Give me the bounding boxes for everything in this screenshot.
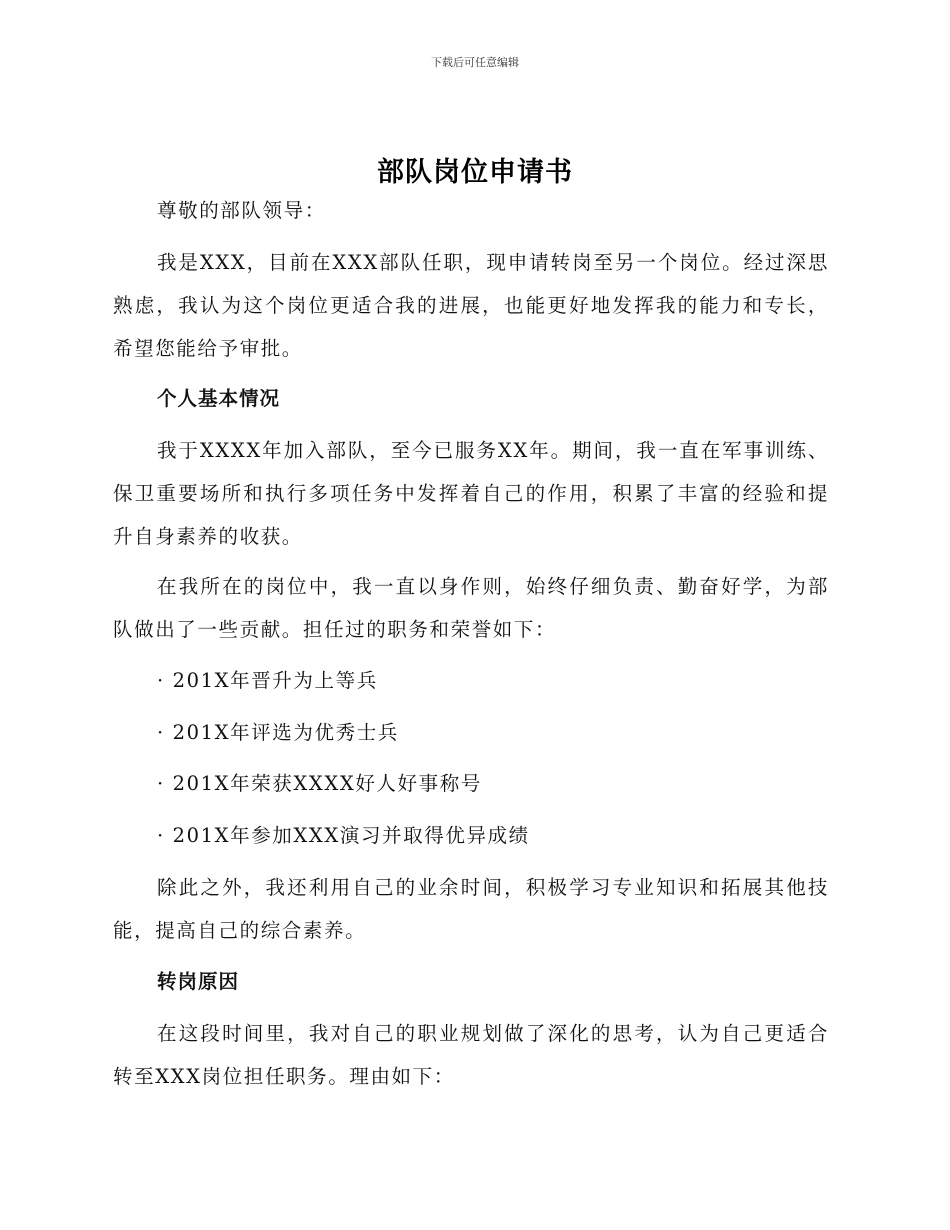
header-note: 下载后可任意编辑 [431, 56, 519, 69]
section-heading-personal: 个人基本情况 [157, 387, 281, 410]
personal-paragraph-2 [113, 565, 829, 651]
honor-list-item: · 201X年荣获XXXX好人好事称号 [157, 772, 482, 795]
honor-list-item: · 201X年参加XXX演习并取得优异成绩 [157, 824, 530, 847]
salutation: 尊敬的部队领导： [157, 199, 326, 222]
document-title: 部队岗位申请书 [377, 157, 573, 188]
personal-text-1: 我于XXXX年加入部队，至今已服务XX年。期间，我一直在军事训练、保卫重要场所和执行多项任务中发挥着自己的作用，积累了丰富的经验和提升自身素养的收获。 [113, 439, 829, 548]
personal-text-2: 在我所在的岗位中，我一直以身作则，始终仔细负责、勤奋好学，为部队做出了一些贡献。担任过的职务和荣誉如下： [113, 575, 829, 641]
honor-list-item: · 201X年评选为优秀士兵 [157, 721, 399, 744]
personal-paragraph-1 [113, 429, 829, 558]
reason-text-1: 在这段时间里，我对自己的职业规划做了深化的思考，认为自己更适合转至XXX岗位担任职务。理由如下： [113, 1022, 829, 1088]
intro-paragraph [113, 241, 829, 370]
section-heading-reason: 转岗原因 [157, 970, 240, 993]
reason-paragraph-1 [113, 1012, 829, 1098]
personal-text-3: 除此之外，我还利用自己的业余时间，积极学习专业知识和拓展其他技能，提高自己的综合素养。 [113, 876, 829, 942]
intro-text: 我是XXX，目前在XXX部队任职，现申请转岗至另一个岗位。经过深思熟虑，我认为这个岗位更适合我的进展，也能更好地发挥我的能力和专长，希望您能给予审批。 [113, 251, 829, 360]
personal-paragraph-3 [113, 866, 829, 952]
honor-list-item: · 201X年晋升为上等兵 [157, 669, 378, 692]
